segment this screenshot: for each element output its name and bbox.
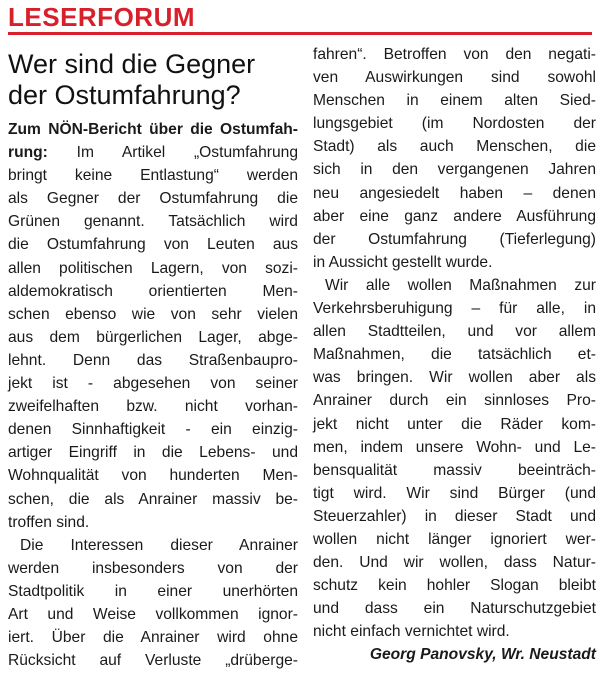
line-text: Wir alle wollen Maßnahmen zur <box>325 276 596 294</box>
line-text: iert. Über die Anrainer wird ohne <box>8 629 298 647</box>
text-line <box>8 649 298 672</box>
line-text: in Aussicht gestellt wurde. <box>313 253 493 271</box>
line-text: nicht einfach vernichtet wird. <box>313 623 510 641</box>
line-text: Menschen in einem alten Sied- <box>313 92 596 110</box>
line-text: Im Artikel „Ostumfahrung <box>47 144 298 162</box>
line-text: schutz kein hohler Slogan bleibt <box>313 577 596 595</box>
line-text: und dass ein Naturschutzgebiet <box>313 600 596 618</box>
text-line <box>8 580 298 603</box>
text-line <box>8 233 298 256</box>
line-text: allen politischen Lagern, von sozi- <box>8 259 298 277</box>
text-line <box>8 488 298 511</box>
line-text: artiger Eingriff in die Lebens- und <box>8 444 298 462</box>
text-line <box>8 326 298 349</box>
text-line <box>313 505 596 528</box>
text-line <box>8 626 298 649</box>
line-text: schen ebenso wie von sehr vielen <box>8 305 298 323</box>
section-header <box>0 0 600 34</box>
text-line <box>313 251 596 274</box>
line-text: aus dem bürgerlichen Lager, abge- <box>8 328 298 346</box>
line-text: troffen sind. <box>8 513 90 531</box>
line-text: schen, die als Anrainer massiv be- <box>8 490 298 508</box>
headline-line: Wer sind die Gegner <box>8 49 256 79</box>
text-line <box>8 187 298 210</box>
text-line <box>8 418 298 441</box>
text-line <box>8 280 298 303</box>
text-line <box>313 112 596 135</box>
line-text: Maßnahmen, die tatsächlich et- <box>313 346 596 364</box>
text-line <box>313 66 596 89</box>
line-text: die Ostumfahrung von Leuten aus <box>8 236 298 254</box>
text-line <box>313 205 596 228</box>
line-text: Verkehrsberuhigung – für alle, in <box>313 300 596 318</box>
line-text: ven Auswirkungen sind sowohl <box>313 69 596 87</box>
left-column <box>8 40 298 672</box>
left-body-text <box>8 141 298 672</box>
line-text: neu angesiedelt haben – denen <box>313 184 596 202</box>
text-line <box>313 436 596 459</box>
line-text: der Ostumfahrung (Tieferlegung) <box>313 230 596 248</box>
text-line <box>313 482 596 505</box>
text-line <box>8 257 298 280</box>
line-text: Art und Weise vollkommen ignor- <box>8 605 298 623</box>
text-line <box>313 528 596 551</box>
line-text: sich in den vergangenen Jahren <box>313 161 596 179</box>
text-line <box>8 164 298 187</box>
line-text: werden insbesonders von der <box>8 559 298 577</box>
line-text: aber eine ganz andere Ausführung <box>313 207 596 225</box>
line-text: Steuerzahler) in dieser Stadt und <box>313 507 596 525</box>
text-line <box>8 534 298 557</box>
line-text: jekt nicht unter die Räder kom- <box>313 415 596 433</box>
line-text: zweifelhaften bzw. nicht vorhan- <box>8 398 298 416</box>
text-line <box>8 141 298 164</box>
text-line <box>313 343 596 366</box>
author-signature: Georg Panovsky, Wr. Neustadt <box>369 646 596 664</box>
text-line <box>313 135 596 158</box>
text-line <box>8 557 298 580</box>
text-line <box>313 320 596 343</box>
line-text: denen Sinnhaftigkeit - ein einzig- <box>8 421 298 439</box>
line-text: Rücksicht auf Verluste „drüberge- <box>8 652 298 670</box>
text-line <box>313 89 596 112</box>
text-line <box>8 210 298 233</box>
line-text: den. Und wir wollen, dass Natur- <box>313 554 596 572</box>
line-text: bringt keine Entlastung“ werden <box>8 167 298 185</box>
right-column <box>313 43 596 667</box>
line-text: tigt wird. Wir sind Bürger (und <box>313 484 596 502</box>
article-headline <box>8 49 298 111</box>
line-text: fahren“. Betroffen von den negati- <box>313 46 596 63</box>
text-line <box>313 366 596 389</box>
section-title: LESERFORUM <box>8 2 195 32</box>
text-line <box>313 228 596 251</box>
line-text: was bringen. Wir wollen aber als <box>313 369 596 387</box>
text-line <box>313 413 596 436</box>
line-text: Stadt) als auch Menschen, die <box>313 138 596 156</box>
text-line <box>313 459 596 482</box>
line-text: Die Interessen dieser Anrainer <box>20 536 298 554</box>
text-line <box>313 389 596 412</box>
text-line <box>8 603 298 626</box>
line-text: Anrainer durch ein sinnloses Pro- <box>313 392 596 410</box>
text-line <box>313 158 596 181</box>
text-line <box>313 620 596 643</box>
line-text: lungsgebiet (im Nordosten der <box>313 115 596 133</box>
line-text: Grünen genannt. Tatsächlich wird <box>8 213 298 231</box>
lead-label: rung: <box>8 144 48 162</box>
text-line <box>313 182 596 205</box>
text-line <box>8 349 298 372</box>
line-text: als Gegner der Ostumfahrung die <box>8 190 298 208</box>
line-text: allen Stadtteilen, und vor allem <box>313 323 596 341</box>
text-line <box>313 297 596 320</box>
line-text: lehnt. Denn das Straßenbaupro- <box>8 351 298 369</box>
line-text: jekt ist - abgesehen von seiner <box>8 375 298 393</box>
line-text: aldemokratisch orientierten Men- <box>8 282 298 300</box>
text-line <box>8 372 298 395</box>
text-line <box>8 303 298 326</box>
text-line <box>313 574 596 597</box>
header-rule <box>8 32 592 35</box>
line-text: Stadtpolitik in einer unerhörten <box>8 582 298 600</box>
right-body-text <box>313 43 596 643</box>
line-text: wollen nicht länger ignoriert wer- <box>313 530 596 548</box>
text-line <box>8 395 298 418</box>
text-line <box>8 511 298 534</box>
text-line <box>313 43 596 66</box>
line-text: men, indem unsere Wohn- und Le- <box>313 438 596 456</box>
line-text: bensqualität massiv beeinträch- <box>313 461 596 479</box>
text-line <box>313 274 596 297</box>
text-line <box>8 464 298 487</box>
text-line <box>313 551 596 574</box>
article-lead: Zum NÖN-Bericht über die Ostumfah- <box>8 121 298 138</box>
text-line <box>8 441 298 464</box>
line-text: Wohnqualität von hunderten Men- <box>8 467 298 485</box>
headline-line: der Ostumfahrung? <box>8 80 241 110</box>
text-line <box>313 597 596 620</box>
